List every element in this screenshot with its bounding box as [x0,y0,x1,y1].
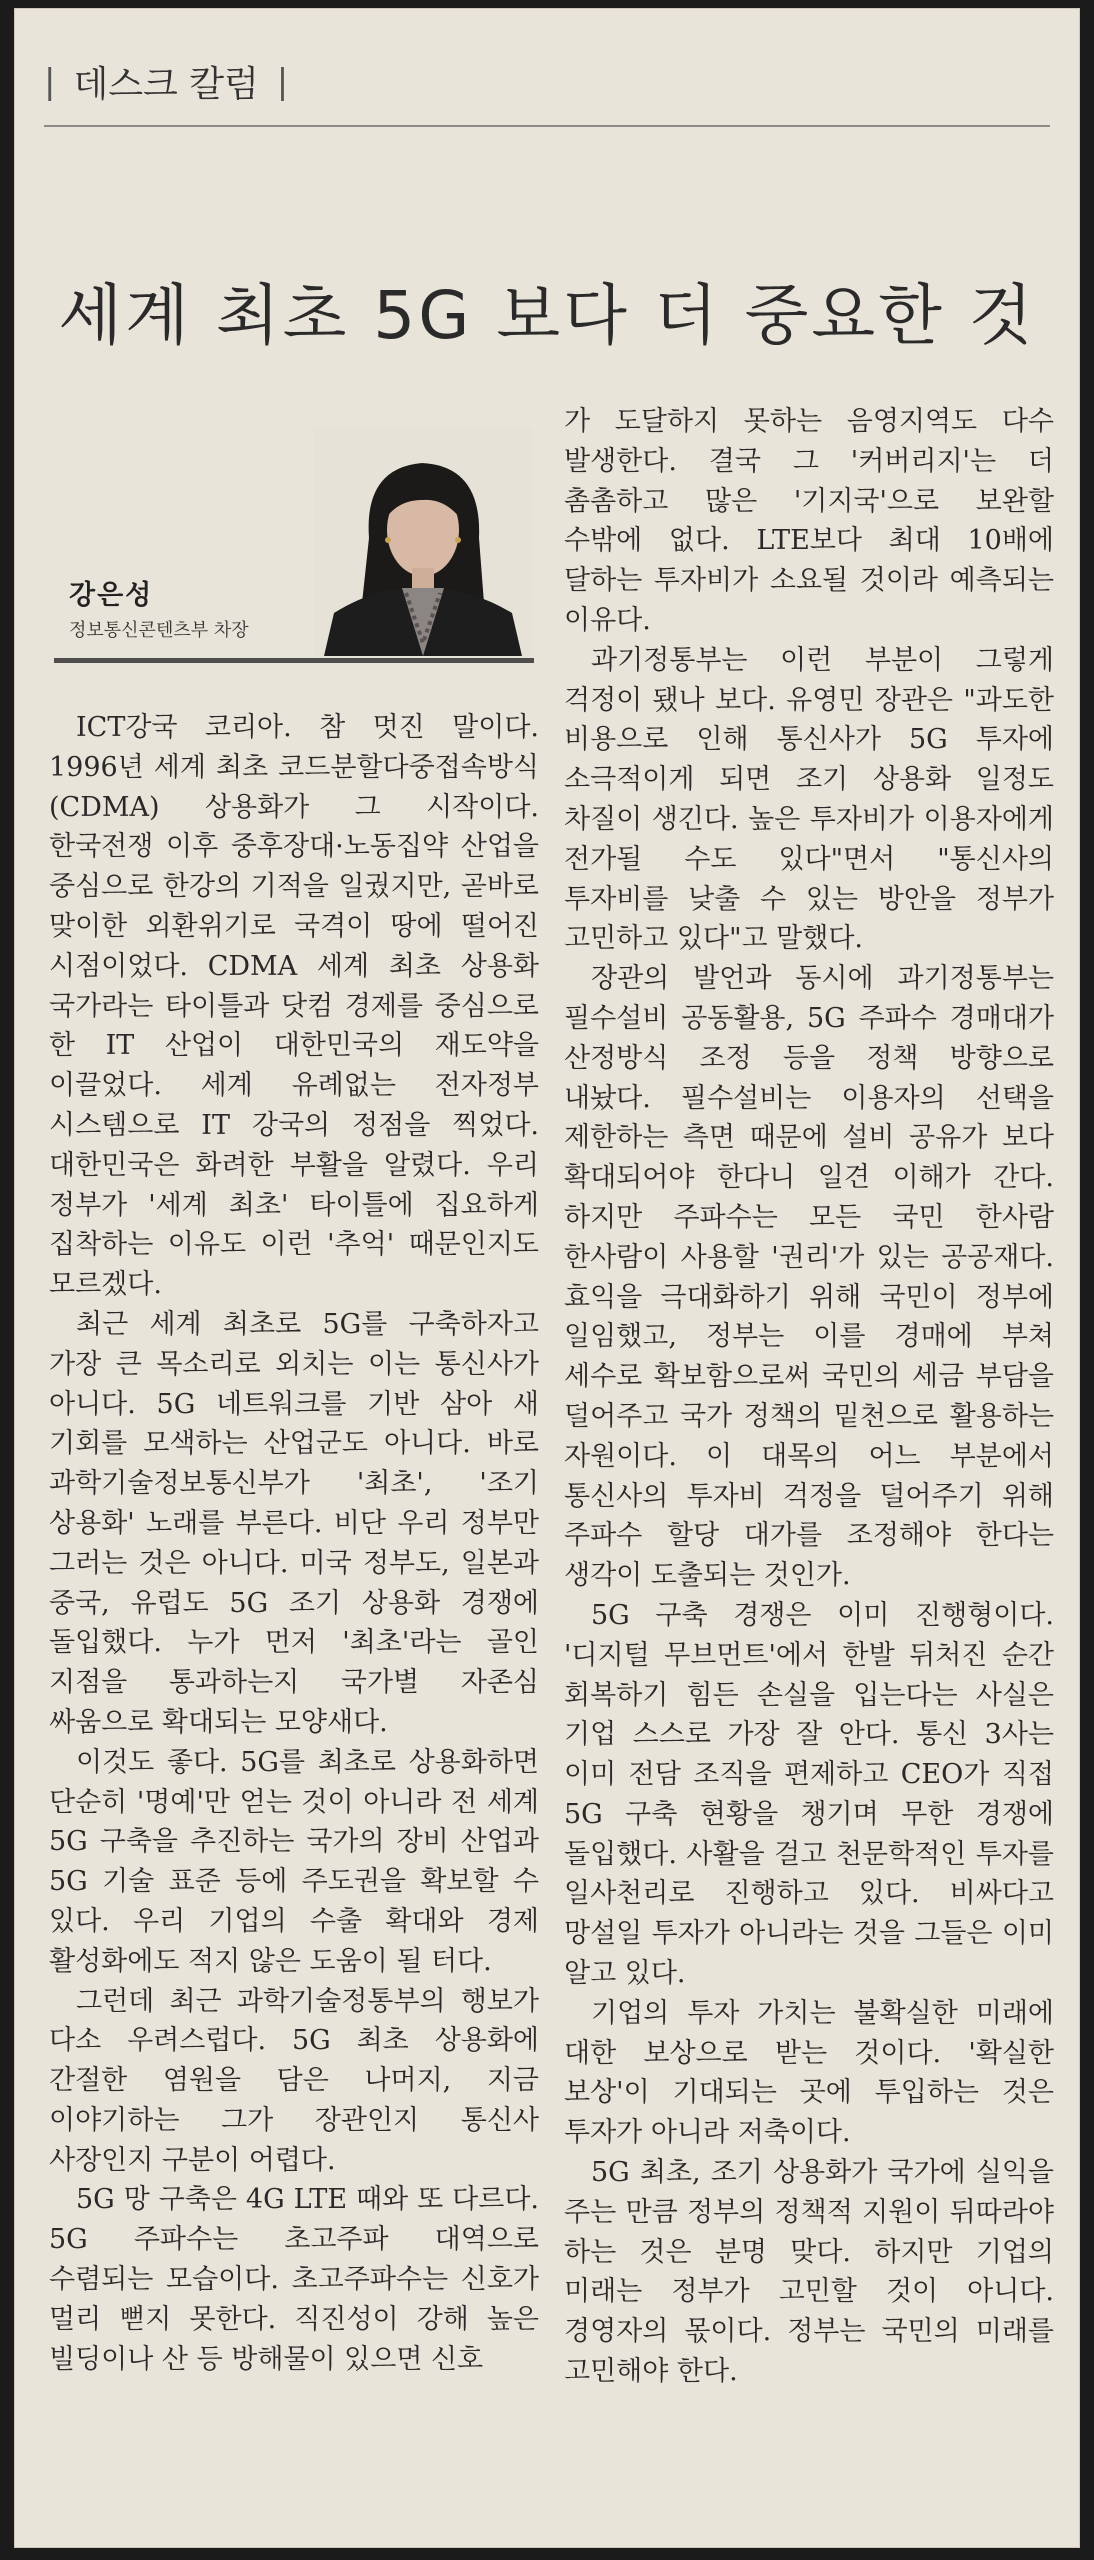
author-name: 강은성 [69,580,154,611]
paragraph: 기업의 투자 가치는 불확실한 미래에 대한 보상으로 받는 것이다. '확실한 보상'이 기대되는 곳에 투입하는 것은 투자가 아니라 저축이다. [564,1997,1054,2149]
label-bar-left: | [44,61,56,102]
paragraph: 5G 망 구축은 4G LTE 때와 또 다르다. 5G 주파수는 초고주파 대역으로 수렴되는 모습이다. 초고주파수는 신호가 멀리 뻗지 못한다. 직진성이 강해 높은 빌딩이나 산 등 방해물이 있으면 신호 [49,2184,539,2375]
right-column [564,402,1054,2392]
paragraph: 장관의 발언과 동시에 과기정통부는 필수설비 공동활용, 5G 주파수 경매대가 산정방식 조정 등을 정책 방향으로 내놨다. 필수설비는 이용자의 선택을 제한하는 측면 때문에 설비 공유가 보다 확대되어야 한다니 일견 이해가 간다. 하지만 주파수는 모든 국민 한사람 한사람이 사용할 '권리'가 있는 공공재다. 효익을 극대화하기 위해 국민이 정부에 일임했고, 정부는 이를 경매에 부쳐 세수로 확보함으로써 국민의 세금 부담을 덜어주고 국가 정책의 밑천으로 활용하는 자원이다. 이 대목의 어느 부분에서 통신사의 투자비 걱정을 덜어주기 위해 주파수 할당 대가를 조정해야 한다는 생각이 도출되는 것인가. [564,963,1054,1592]
paragraph: 그런데 최근 과학기술정통부의 행보가 다소 우려스럽다. 5G 최초 상용화에 간절한 염원을 담은 나머지, 지금 이야기하는 그가 장관인지 통신사 사장인지 구분이 어렵다. [49,1985,539,2176]
label-bar-right: | [276,61,289,102]
author-portrait-image [314,428,532,656]
left-column [49,708,539,2379]
paragraph: ICT강국 코리아. 참 멋진 말이다. 1996년 세계 최초 코드분할다중접속방식(CDMA) 상용화가 그 시작이다. 한국전쟁 이후 중후장대·노동집약 산업을 중심으로 한강의 기적을 일궜지만, 곧바로 맞이한 외환위기로 국격이 땅에 떨어진 시점이었다. CDMA 세계 최초 상용화 국가라는 타이틀과 닷컴 경제를 중심으로 한 IT 산업이 대한민국의 재도약을 이끌었다. 세계 유례없는 전자정부 시스템으로 IT 강국의 정점을 찍었다. 대한민국은 화려한 부활을 알렸다. 우리 정부가 '세계 최초' 타이틀에 집요하게 집착하는 이유도 이런 '추억' 때문인지도 모르겠다. [49,712,539,1301]
column-label [44,56,288,107]
paragraph: 이것도 좋다. 5G를 최초로 상용화하면 단순히 '명예'만 얻는 것이 아니라 전 세계 5G 구축을 추진하는 국가의 장비 산업과 5G 기술 표준 등에 주도권을 확보할 수 있다. 우리 기업의 수출 확대와 경제 활성화에도 적지 않은 도움이 될 터다. [49,1746,539,1977]
paragraph: 과기정통부는 이런 부분이 그렇게 걱정이 됐나 보다. 유영민 장관은 "과도한 비용으로 인해 통신사가 5G 투자에 소극적이게 되면 조기 상용화 일정도 차질이 생긴다. 높은 투자비가 이용자에게 전가될 수도 있다"면서 "통신사의 투자비를 낮출 수 있는 방안을 정부가 고민하고 있다"고 말했다. [564,644,1054,955]
author-title: 정보통신콘텐츠부 차장 [69,620,249,641]
newspaper-clipping [14,8,1080,2548]
paragraph-continued: 가 도달하지 못하는 음영지역도 다수 발생한다. 결국 그 '커버리지'는 더 촘촘하고 많은 '기지국'으로 보완할 수밖에 없다. LTE보다 최대 10배에 달하는 투자비가 소요될 것이라 예측되는 이유다. [564,406,1054,636]
paragraph: 5G 구축 경쟁은 이미 진행형이다. '디지털 무브먼트'에서 한발 뒤처진 순간 회복하기 힘든 손실을 입는다는 사실은 기업 스스로 가장 잘 안다. 통신 3사는 이미 전담 조직을 편제하고 CEO가 직접 5G 구축 현황을 챙기며 무한 경쟁에 돌입했다. 사활을 걸고 천문학적인 투자를 일사천리로 진행하고 있다. 비싸다고 망설일 투자가 아니라는 것을 그들은 이미 알고 있다. [564,1599,1054,1990]
paragraph: 최근 세계 최초로 5G를 구축하자고 가장 큰 목소리로 외치는 이는 통신사가 아니다. 5G 네트워크를 기반 삼아 새 기회를 모색하는 산업군도 아니다. 바로 과학기술정보통신부가 '최초', '조기 상용화' 노래를 부른다. 비단 우리 정부만 그러는 것은 아니다. 미국 정부도, 일본과 중국, 유럽도 5G 조기 상용화 경쟁에 돌입했다. 누가 먼저 '최초'라는 골인 지점을 통과하는지 국가별 자존심 싸움으로 확대되는 모양새다. [49,1308,539,1738]
headline: 세계 최초 5G 보다 더 중요한 것 [58,277,1036,355]
paragraph: 5G 최초, 조기 상용화가 국가에 실익을 주는 만큼 정부의 정책적 지원이 뒤따라야 하는 것은 분명 맞다. 하지만 기업의 미래는 정부가 고민할 것이 아니다. 경영자의 몫이다. 정부는 국민의 미래를 고민해야 한다. [564,2157,1054,2388]
header-rule [44,125,1050,127]
byline-rule [54,658,534,663]
author-photo [314,428,532,656]
column-label-text: 데스크 칼럼 [73,64,259,105]
